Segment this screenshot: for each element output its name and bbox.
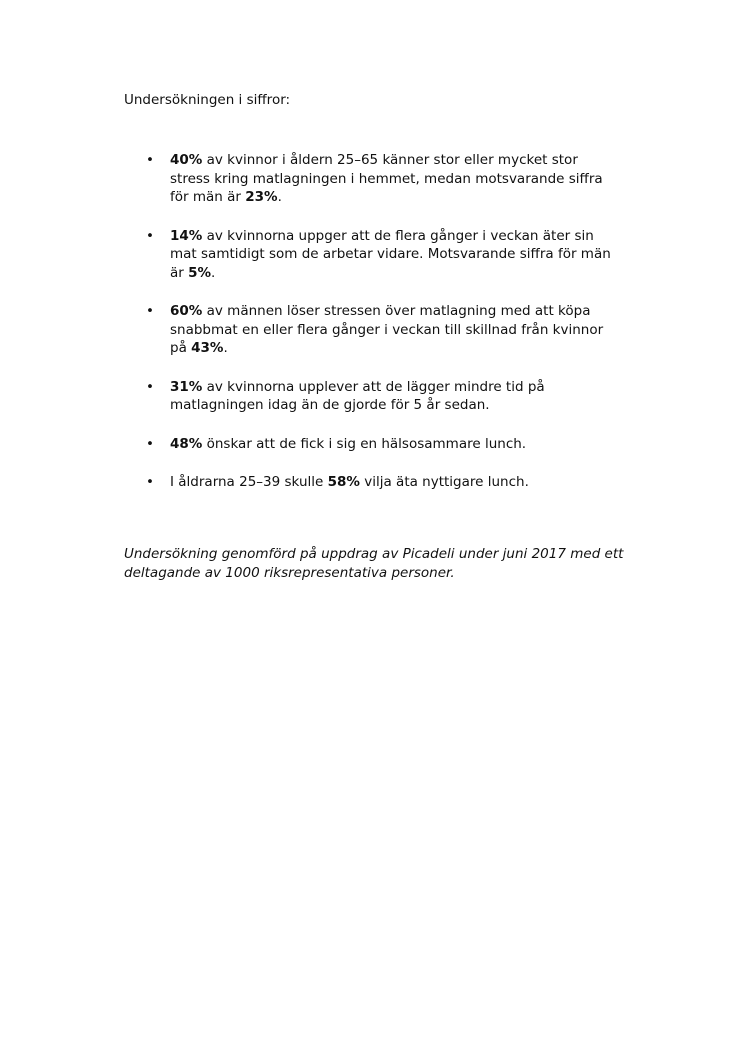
stat-percentage: 60% (170, 303, 203, 319)
stat-percentage: 14% (170, 227, 203, 244)
stat-item-6 (0, 473, 615, 492)
intro-heading: Undersökningen i siffror: (124, 92, 291, 108)
stat-percentage: 40% (170, 152, 203, 168)
stat-text: av kvinnor i åldern 25–65 känner stor eller mycket stor stress kring matlagningen i hemmet, medan motsvarande siffra för män är (170, 152, 603, 205)
stat-text: av kvinnorna uppger att de flera gånger i veckan äter sin mat samtidigt som de arbetar vidare. Motsvarande siffra för män är (170, 227, 611, 281)
stat-post: . (277, 189, 282, 205)
stat-text: önskar att de fick i sig en hälsosammare lunch. (202, 435, 527, 452)
stat-text: vilja äta nyttigare lunch. (359, 474, 529, 490)
stat-comparison-percentage: 43% (191, 340, 224, 356)
stat-percentage: 48% (170, 435, 203, 452)
stat-comparison-percentage: 23% (245, 189, 278, 205)
stat-item-3 (0, 302, 615, 358)
stat-text: av kvinnorna upplever att de lägger mindre tid på matlagningen idag än de gjorde för 5 år sedan. (170, 378, 545, 413)
stat-post: . (211, 264, 216, 281)
stat-percentage: 31% (170, 378, 203, 395)
stat-comparison-percentage: 5% (188, 264, 212, 281)
bullet-icon: • (146, 378, 154, 395)
stat-post: . (223, 340, 228, 356)
stat-item-1 (0, 151, 615, 207)
bullet-icon: • (146, 474, 154, 490)
bullet-icon: • (146, 227, 154, 244)
stat-item-5 (0, 435, 615, 454)
survey-footnote: Undersökning genomförd på uppdrag av Picadeli under juni 2017 med ett deltagande av 1000 riksrepresentativa personer. (124, 546, 624, 581)
stat-percentage: 58% (327, 474, 360, 490)
stat-item-4 (0, 378, 615, 415)
bullet-icon: • (146, 152, 154, 168)
stat-text: av männen löser stressen över matlagning med att köpa snabbmat en eller flera gånger i veckan till skillnad från kvinnor på (170, 303, 604, 356)
stats-list (0, 151, 746, 512)
stat-item-2 (0, 227, 615, 283)
bullet-icon: • (146, 435, 154, 452)
stat-pre: I åldrarna 25–39 skulle (170, 474, 328, 490)
bullet-icon: • (146, 303, 154, 319)
